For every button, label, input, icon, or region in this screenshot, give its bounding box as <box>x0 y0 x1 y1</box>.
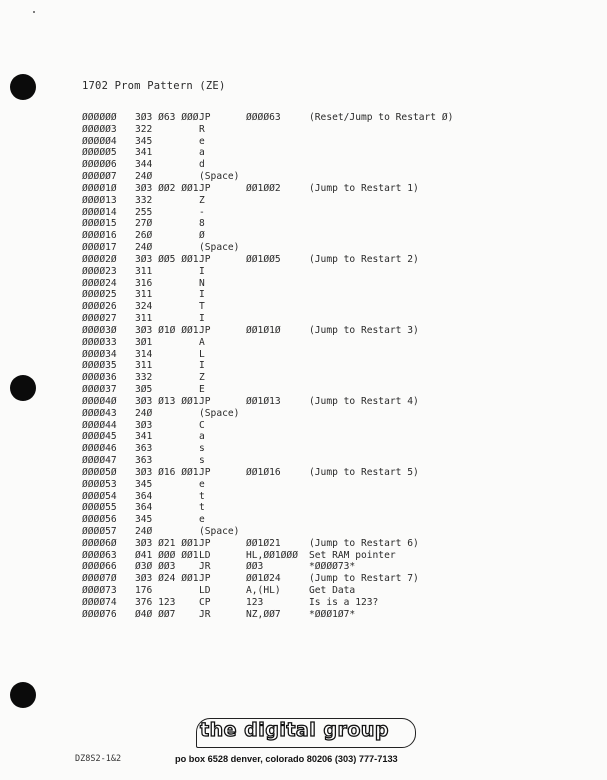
row-address: ØØØØ54 <box>82 490 117 502</box>
row-mnemonic: - <box>199 206 205 218</box>
row-mnemonic: I <box>199 289 205 301</box>
binder-hole-top <box>10 74 36 100</box>
row-bytes: Ø4Ø ØØ7 <box>135 608 176 620</box>
row-mnemonic: E <box>199 384 205 396</box>
row-bytes: 3Ø3 <box>135 419 153 431</box>
row-address: ØØØØ57 <box>82 525 117 537</box>
row-address: ØØØØ43 <box>82 407 117 419</box>
row-mnemonic: N <box>199 277 205 289</box>
row-bytes: 311 <box>135 265 153 277</box>
row-address: ØØØØØ5 <box>82 147 117 159</box>
row-bytes: Ø41 ØØØ ØØ1 <box>135 549 199 561</box>
row-bytes: 26Ø <box>135 230 153 242</box>
row-mnemonic: a <box>199 147 205 159</box>
row-bytes: 24Ø <box>135 525 153 537</box>
row-bytes: 3Ø3 ØØ5 ØØ1 <box>135 253 199 265</box>
row-address: ØØØØ3Ø <box>82 324 117 336</box>
row-mnemonic: JP <box>199 395 211 407</box>
row-bytes: 311 <box>135 360 153 372</box>
row-comment: (Jump to Restart 4) <box>309 395 419 407</box>
row-mnemonic: e <box>199 514 205 526</box>
row-bytes: 3Ø5 <box>135 384 153 396</box>
row-address: ØØØØ63 <box>82 549 117 561</box>
row-operand: ØØ1Ø24 <box>246 573 281 585</box>
row-bytes: 3Ø3 Ø24 ØØ1 <box>135 573 199 585</box>
row-address: ØØØØØØ <box>82 112 117 123</box>
row-bytes: 24Ø <box>135 171 153 183</box>
row-mnemonic: LD <box>199 549 211 561</box>
row-mnemonic: 8 <box>199 218 205 230</box>
row-mnemonic: d <box>199 159 205 171</box>
row-mnemonic: I <box>199 313 205 325</box>
row-address: ØØØØ27 <box>82 313 117 325</box>
row-mnemonic: e <box>199 135 205 147</box>
row-comment: (Jump to Restart 3) <box>309 324 419 336</box>
row-address: ØØØØ26 <box>82 301 117 313</box>
row-operand: ØØ1ØØ2 <box>246 182 281 194</box>
row-bytes: 345 <box>135 135 153 147</box>
row-mnemonic: L <box>199 348 205 360</box>
row-operand: A,(HL) <box>246 585 281 597</box>
row-mnemonic: a <box>199 431 205 443</box>
speck <box>33 11 35 13</box>
row-bytes: 311 <box>135 289 153 301</box>
row-address: ØØØØ53 <box>82 478 117 490</box>
row-bytes: 3Ø3 Ø13 ØØ1 <box>135 395 199 407</box>
row-address: ØØØØ55 <box>82 502 117 514</box>
row-address: ØØØØ34 <box>82 348 117 360</box>
row-bytes: 341 <box>135 147 153 159</box>
row-address: ØØØØ56 <box>82 514 117 526</box>
row-mnemonic: s <box>199 443 205 455</box>
row-mnemonic: Z <box>199 372 205 384</box>
row-address: ØØØØ46 <box>82 443 117 455</box>
row-mnemonic: R <box>199 123 205 135</box>
row-comment: (Jump to Restart 7) <box>309 573 419 585</box>
row-operand: ØØ1ØØ5 <box>246 253 281 265</box>
row-mnemonic: JR <box>199 608 211 620</box>
row-mnemonic: C <box>199 419 205 431</box>
row-bytes: 376 123 <box>135 596 176 608</box>
row-mnemonic: JP <box>199 573 211 585</box>
row-bytes: 341 <box>135 431 153 443</box>
row-address: ØØØØ35 <box>82 360 117 372</box>
row-address: ØØØØØ6 <box>82 159 117 171</box>
row-comment: *ØØØØ73* <box>309 561 356 573</box>
row-mnemonic: (Space) <box>199 525 240 537</box>
row-address: ØØØØ76 <box>82 608 117 620</box>
row-address: ØØØØ33 <box>82 336 117 348</box>
row-bytes: 364 <box>135 490 153 502</box>
row-bytes: 3Ø3 Ø1Ø ØØ1 <box>135 324 199 336</box>
row-address: ØØØØØ4 <box>82 135 117 147</box>
row-bytes: 363 <box>135 443 153 455</box>
row-mnemonic: CP <box>199 596 211 608</box>
row-mnemonic: I <box>199 360 205 372</box>
row-bytes: 24Ø <box>135 242 153 254</box>
row-address: ØØØØ6Ø <box>82 537 117 549</box>
row-address: ØØØØ16 <box>82 230 117 242</box>
row-bytes: 311 <box>135 313 153 325</box>
row-mnemonic: I <box>199 265 205 277</box>
row-address: ØØØØ2Ø <box>82 253 117 265</box>
row-mnemonic: JP <box>199 112 211 123</box>
row-bytes: 3Ø3 Ø16 ØØ1 <box>135 466 199 478</box>
row-bytes: 324 <box>135 301 153 313</box>
row-mnemonic: t <box>199 502 205 514</box>
row-mnemonic: JR <box>199 561 211 573</box>
row-address: ØØØØ4Ø <box>82 395 117 407</box>
row-bytes: 332 <box>135 372 153 384</box>
row-mnemonic: (Space) <box>199 242 240 254</box>
row-operand: ØØ1Ø13 <box>246 395 281 407</box>
row-comment: Get Data <box>309 585 356 597</box>
row-bytes: 363 <box>135 455 153 467</box>
row-operand: ØØØØ63 <box>246 112 281 123</box>
row-mnemonic: Z <box>199 194 205 206</box>
row-bytes: Ø3Ø ØØ3 <box>135 561 176 573</box>
row-address: ØØØØ17 <box>82 242 117 254</box>
row-comment: Is is a 123? <box>309 596 379 608</box>
row-bytes: 3Ø3 Ø63 ØØØ <box>135 112 199 123</box>
row-address: ØØØØ7Ø <box>82 573 117 585</box>
row-operand: ØØ1Ø1Ø <box>246 324 281 336</box>
row-mnemonic: JP <box>199 537 211 549</box>
row-bytes: 345 <box>135 478 153 490</box>
row-bytes: 322 <box>135 123 153 135</box>
row-comment: *ØØØ1Ø7* <box>309 608 356 620</box>
row-address: ØØØØ47 <box>82 455 117 467</box>
row-address: ØØØØ13 <box>82 194 117 206</box>
row-bytes: 332 <box>135 194 153 206</box>
page-title: 1702 Prom Pattern (ZE) <box>82 80 226 92</box>
row-operand: NZ,ØØ7 <box>246 608 281 620</box>
row-mnemonic: Ø <box>199 230 205 242</box>
row-bytes: 364 <box>135 502 153 514</box>
row-bytes: 3Ø3 Ø21 ØØ1 <box>135 537 199 549</box>
row-address: ØØØØ25 <box>82 289 117 301</box>
row-address: ØØØØ66 <box>82 561 117 573</box>
row-address: ØØØØ36 <box>82 372 117 384</box>
binder-hole-middle <box>10 375 36 401</box>
row-address: ØØØØ37 <box>82 384 117 396</box>
binder-hole-bottom <box>10 682 36 708</box>
row-operand: 123 <box>246 596 264 608</box>
row-address: ØØØØ74 <box>82 596 117 608</box>
row-comment: (Jump to Restart 6) <box>309 537 419 549</box>
row-bytes: 176 <box>135 585 153 597</box>
row-mnemonic: JP <box>199 466 211 478</box>
row-mnemonic: JP <box>199 324 211 336</box>
row-address: ØØØØ24 <box>82 277 117 289</box>
row-address: ØØØØ14 <box>82 206 117 218</box>
row-address: ØØØØ15 <box>82 218 117 230</box>
company-address: po box 6528 denver, colorado 80206 (303) 777-7133 <box>175 754 398 764</box>
row-mnemonic: JP <box>199 253 211 265</box>
row-mnemonic: A <box>199 336 205 348</box>
row-comment: (Jump to Restart 1) <box>309 182 419 194</box>
row-bytes: 3Ø1 <box>135 336 153 348</box>
company-logo: the digital group <box>200 719 390 741</box>
row-mnemonic: T <box>199 301 205 313</box>
row-address: ØØØØ45 <box>82 431 117 443</box>
row-bytes: 314 <box>135 348 153 360</box>
row-mnemonic: e <box>199 478 205 490</box>
row-operand: ØØ1Ø21 <box>246 537 281 549</box>
row-comment: (Jump to Restart 5) <box>309 466 419 478</box>
row-bytes: 24Ø <box>135 407 153 419</box>
row-comment: Set RAM pointer <box>309 549 396 561</box>
row-bytes: 255 <box>135 206 153 218</box>
row-operand: ØØ3 <box>246 561 264 573</box>
row-bytes: 3Ø3 ØØ2 ØØ1 <box>135 182 199 194</box>
row-address: ØØØØ5Ø <box>82 466 117 478</box>
row-address: ØØØØØ3 <box>82 123 117 135</box>
row-comment: (Reset/Jump to Restart Ø) <box>309 112 454 123</box>
document-code: DZ8S2-1&2 <box>75 754 122 764</box>
row-mnemonic: t <box>199 490 205 502</box>
row-operand: HL,ØØ1ØØØ <box>246 549 298 561</box>
row-address: ØØØØ1Ø <box>82 182 117 194</box>
row-address: ØØØØ44 <box>82 419 117 431</box>
row-bytes: 27Ø <box>135 218 153 230</box>
row-bytes: 344 <box>135 159 153 171</box>
row-address: ØØØØØ7 <box>82 171 117 183</box>
row-mnemonic: JP <box>199 182 211 194</box>
row-mnemonic: LD <box>199 585 211 597</box>
row-address: ØØØØ73 <box>82 585 117 597</box>
row-address: ØØØØ23 <box>82 265 117 277</box>
row-bytes: 345 <box>135 514 153 526</box>
row-comment: (Jump to Restart 2) <box>309 253 419 265</box>
row-mnemonic: (Space) <box>199 171 240 183</box>
row-bytes: 316 <box>135 277 153 289</box>
row-mnemonic: (Space) <box>199 407 240 419</box>
row-operand: ØØ1Ø16 <box>246 466 281 478</box>
row-mnemonic: s <box>199 455 205 467</box>
